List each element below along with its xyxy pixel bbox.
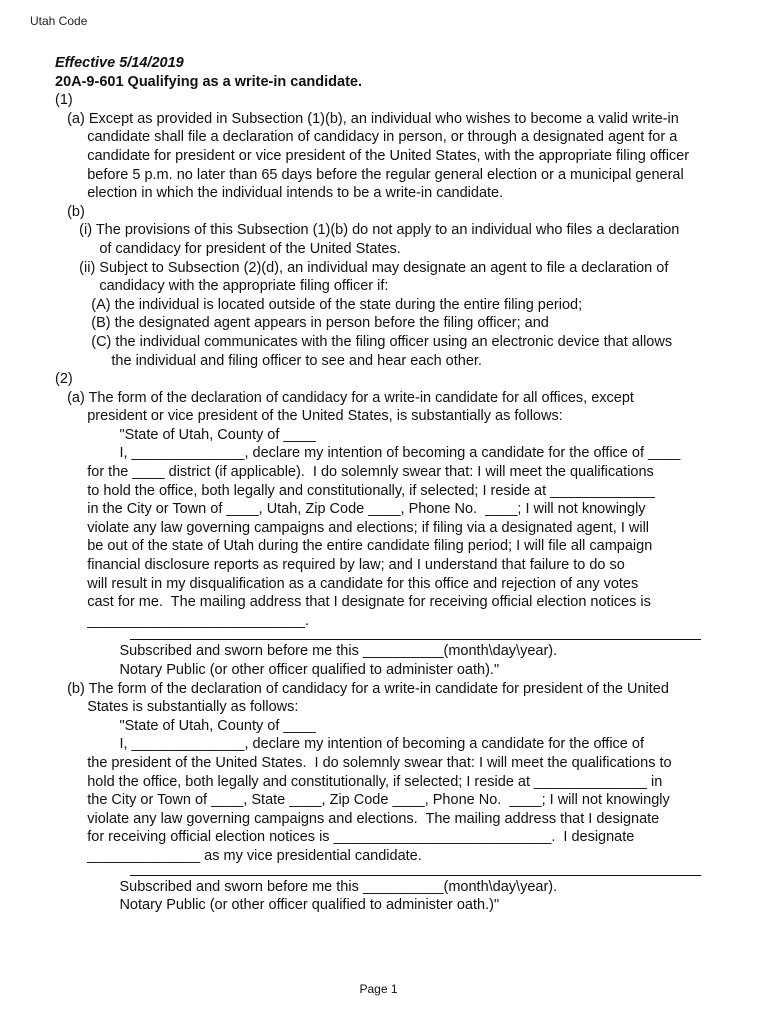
section-title: 20A-9-601 Qualifying as a write-in candidate. [55, 73, 363, 90]
document-body [55, 54, 745, 915]
text-line: ___________________________. [55, 612, 309, 629]
text-line: (1) [55, 92, 73, 109]
text-line: hold the office, both legally and constitutionally, if selected; I reside at ______________ in [55, 773, 663, 790]
text-line: president or vice president of the United States, is substantially as follows: [55, 408, 563, 425]
text-line: Notary Public (or other officer qualified to administer oath)." [55, 662, 500, 678]
text-line: Subscribed and sworn before me this __________(month\day\year). [55, 878, 558, 895]
text-line: before 5 p.m. no later than 65 days before the regular general election or a municipal general [55, 166, 684, 183]
text-line: (2) [55, 371, 73, 388]
text-line: (A) the individual is located outside of the state during the entire filing period; [55, 296, 583, 313]
text-line: (B) the designated agent appears in person before the filing officer; and [55, 315, 549, 332]
text-line: be out of the state of Utah during the entire candidate filing period; I will file all campaign [55, 538, 653, 555]
statute-text-block [55, 91, 745, 630]
text-line: candidate for president or vice president of the United States, with the appropriate filing officer [55, 147, 690, 164]
text-line: (C) the individual communicates with the filing officer using an electronic device that allows [55, 333, 673, 350]
text-line: financial disclosure reports as required by law; and I understand that failure to do so [55, 557, 625, 574]
text-line: (ii) Subject to Subsection (2)(d), an individual may designate an agent to file a declaration of [55, 259, 669, 276]
text-line: Subscribed and sworn before me this __________(month\day\year). [55, 643, 558, 660]
signature-line [130, 639, 701, 640]
text-line: candidacy with the appropriate filing officer if: [55, 278, 389, 295]
text-line: (b) The form of the declaration of candidacy for a write-in candidate for president of the United [55, 680, 669, 697]
text-line: will result in my disqualification as a candidate for this office and rejection of any votes [55, 575, 639, 592]
text-line: the president of the United States. I do solemnly swear that: I will meet the qualifications to [55, 754, 672, 771]
text-line: (i) The provisions of this Subsection (1)(b) do not apply to an individual who files a declaration [55, 222, 680, 239]
text-line: "State of Utah, County of ____ [55, 426, 316, 443]
oath-block-a [55, 642, 745, 865]
text-line: (b) [55, 203, 85, 220]
text-line: (a) The form of the declaration of candidacy for a write-in candidate for all offices, except [55, 389, 634, 406]
page-number: Page 1 [359, 982, 398, 996]
text-line: election in which the individual intends to be a write-in candidate. [55, 185, 504, 202]
text-line: violate any law governing campaigns and elections. The mailing address that I designate [55, 810, 660, 827]
text-line: in the City or Town of ____, Utah, Zip Code ____, Phone No. ____; I will not knowingly [55, 501, 646, 518]
text-line: (a) Except as provided in Subsection (1)(b), an individual who wishes to become a valid write-in [55, 110, 679, 127]
text-line: "State of Utah, County of ____ [55, 717, 316, 734]
text-line: candidate shall file a declaration of candidacy in person, or through a designated agent for a [55, 129, 678, 146]
text-line: I, ______________, declare my intention of becoming a candidate for the office of ____ [55, 445, 681, 462]
text-line: the City or Town of ____, State ____, Zip Code ____, Phone No. ____; I will not knowingly [55, 792, 670, 809]
text-line: for receiving official election notices is ___________________________. I designate [55, 829, 635, 846]
text-line: of candidacy for president of the United States. [55, 240, 401, 257]
text-line: for the ____ district (if applicable). I do solemnly swear that: I will meet the qualifications [55, 464, 654, 481]
text-line: States is substantially as follows: [55, 699, 299, 716]
text-line: violate any law governing campaigns and elections; if filing via a designated agent, I will [55, 519, 650, 536]
oath-block-b [55, 878, 745, 915]
running-header: Utah Code [30, 14, 88, 28]
text-line: Notary Public (or other officer qualified to administer oath.)" [55, 897, 500, 914]
text-line: cast for me. The mailing address that I designate for receiving official election notices is [55, 594, 651, 611]
text-line: I, ______________, declare my intention of becoming a candidate for the office of [55, 736, 644, 753]
text-line: to hold the office, both legally and constitutionally, if selected; I reside at _____________ [55, 482, 656, 499]
effective-date: Effective 5/14/2019 [55, 55, 184, 71]
text-line: ______________ as my vice presidential candidate. [55, 847, 422, 864]
text-line: the individual and filing officer to see and hear each other. [55, 352, 482, 369]
signature-line [130, 875, 701, 876]
